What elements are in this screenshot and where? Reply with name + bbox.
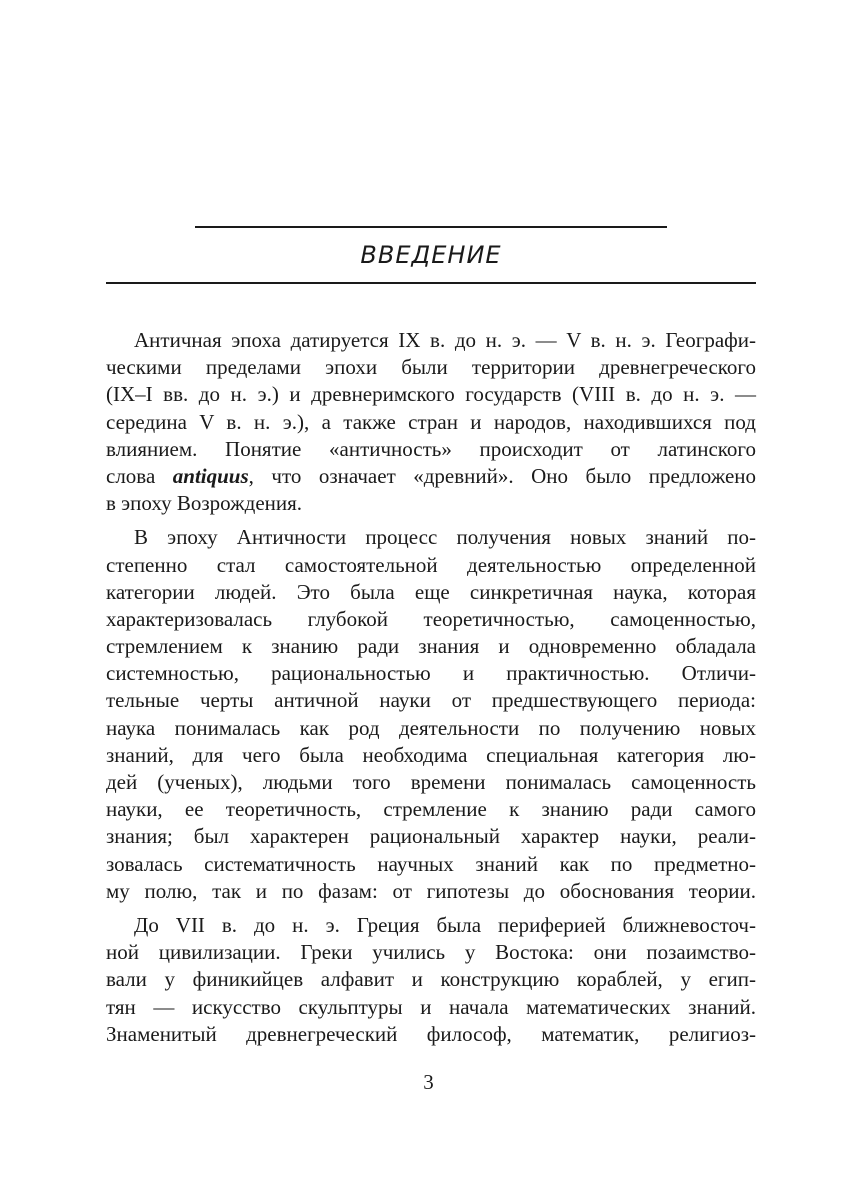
text-line: Античная эпоха датируется IX в. до н. э. — V в. н. э. Географи- [134, 328, 756, 352]
text-line: наука понималась как род деятельности по получению новых [106, 715, 756, 740]
text-line: системностью, рациональностью и практичностью. Отличи- [106, 661, 756, 686]
page-number: 3 [423, 1070, 434, 1094]
text-line: дей (ученых), людьми того времени понималась самоценность [106, 770, 756, 794]
text-line: зовалась систематичность научных знаний как по предметно- [106, 851, 756, 876]
text-line: середина V в. н. э.), а также стран и народов, находившихся под [106, 409, 756, 434]
text-line: знания; был характерен рациональный характер науки, реали- [106, 824, 756, 849]
heading-top-rule [195, 226, 667, 228]
text-line: Знаменитый древнегреческий философ, математик, религиоз- [106, 1021, 756, 1046]
body-text [106, 327, 756, 1055]
text-line: ческими пределами эпохи были территории древнегреческого [106, 355, 756, 380]
paragraph-3 [106, 912, 756, 1048]
text-line: тельные черты античной науки от предшествующего периода: [106, 688, 756, 713]
latin-term: antiquus [172, 463, 249, 488]
paragraph-2 [106, 524, 756, 905]
text-line: характеризовалась глубокой теоретичностью, самоценностью, [106, 606, 756, 631]
text-line: В эпоху Античности процесс получения новых знаний по- [134, 525, 756, 550]
text-line: знаний, для чего была необходима специальная категория лю- [106, 742, 756, 767]
heading-bottom-rule [106, 282, 756, 284]
text-line: (IX–I вв. до н. э.) и древнеримского государств (VIII в. до н. э. — [106, 382, 756, 407]
text-line: влиянием. Понятие «античность» происходит от латинского [106, 436, 756, 461]
text-line-with-term [106, 463, 756, 490]
paragraph-1 [106, 327, 756, 517]
text-line: в эпоху Возрождения. [106, 491, 303, 516]
text-line: тян — искусство скульптуры и начала математических знаний. [106, 994, 756, 1019]
text-line: До VII в. до н. э. Греция была периферией ближневосточ- [134, 912, 756, 937]
text-fragment: , что означает «древний». Оно было предложено [248, 463, 756, 488]
chapter-heading: ВВЕДЕНИЕ [360, 241, 502, 269]
text-line: категории людей. Это была еще синкретичная наука, которая [106, 579, 756, 604]
text-line: вали у финикийцев алфавит и конструкцию кораблей, у егип- [106, 967, 756, 992]
text-line: му полю, так и по фазам: от гипотезы до обоснования теории. [106, 878, 756, 903]
text-fragment: слова [106, 463, 156, 488]
text-line: степенно стал самостоятельной деятельностью определенной [106, 552, 756, 577]
text-line: науки, ее теоретичность, стремление к знанию ради самого [106, 797, 756, 822]
text-line: стремлением к знанию ради знания и одновременно обладала [106, 634, 756, 659]
text-line: ной цивилизации. Греки учились у Востока: они позаимство- [106, 940, 756, 965]
